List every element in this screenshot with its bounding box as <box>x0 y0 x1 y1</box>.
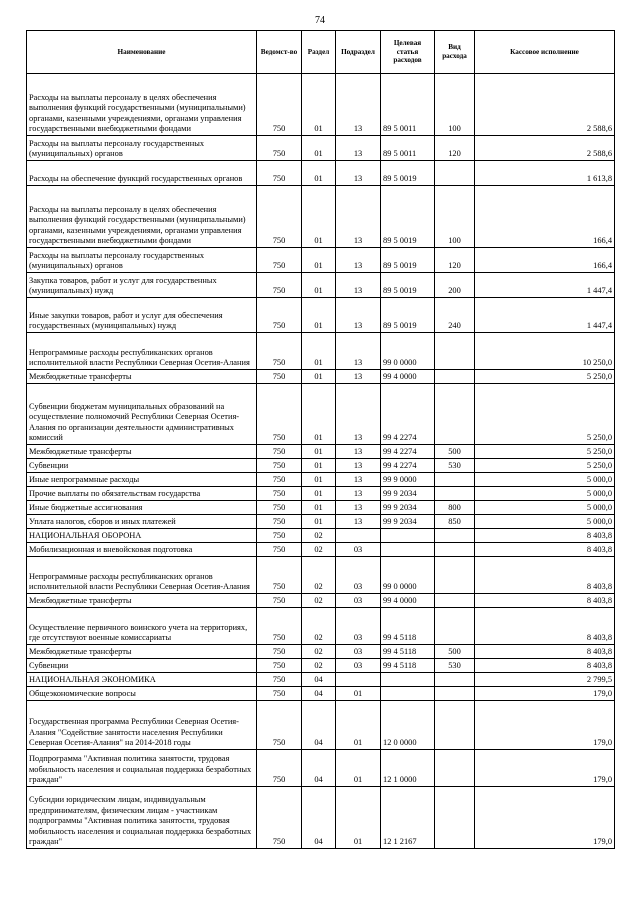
row-section: 01 <box>302 384 336 445</box>
table-row <box>27 298 615 333</box>
row-target: 99 4 0000 <box>381 594 435 608</box>
row-target: 12 0 0000 <box>381 701 435 750</box>
row-subsection <box>336 673 381 687</box>
row-section: 04 <box>302 750 336 787</box>
row-ministry: 750 <box>257 298 302 333</box>
table-row <box>27 608 615 645</box>
row-expense-type: 530 <box>435 659 475 673</box>
table-row <box>27 161 615 186</box>
row-expense-type <box>435 557 475 594</box>
row-target: 89 5 0019 <box>381 248 435 273</box>
row-expense-type: 800 <box>435 501 475 515</box>
row-expense-type <box>435 701 475 750</box>
row-amount: 179,0 <box>475 787 615 849</box>
row-target: 89 5 0019 <box>381 273 435 298</box>
row-subsection: 03 <box>336 594 381 608</box>
row-section: 04 <box>302 673 336 687</box>
row-subsection: 03 <box>336 543 381 557</box>
row-section: 01 <box>302 333 336 370</box>
table-row <box>27 186 615 248</box>
row-ministry: 750 <box>257 370 302 384</box>
row-section: 02 <box>302 645 336 659</box>
table-row <box>27 333 615 370</box>
row-amount: 5 000,0 <box>475 473 615 487</box>
row-name: Межбюджетные трансферты <box>27 370 257 384</box>
row-target: 99 4 5118 <box>381 645 435 659</box>
row-subsection: 01 <box>336 787 381 849</box>
row-expense-type <box>435 787 475 849</box>
row-name: Межбюджетные трансферты <box>27 445 257 459</box>
row-ministry: 750 <box>257 687 302 701</box>
row-ministry: 750 <box>257 515 302 529</box>
row-name: НАЦИОНАЛЬНАЯ ЭКОНОМИКА <box>27 673 257 687</box>
row-section: 02 <box>302 608 336 645</box>
row-amount: 8 403,8 <box>475 557 615 594</box>
row-subsection: 03 <box>336 608 381 645</box>
table-row <box>27 529 615 543</box>
row-subsection: 13 <box>336 248 381 273</box>
row-target: 89 5 0011 <box>381 136 435 161</box>
row-subsection: 13 <box>336 370 381 384</box>
row-amount: 8 403,8 <box>475 659 615 673</box>
row-target: 99 4 5118 <box>381 659 435 673</box>
row-section: 04 <box>302 787 336 849</box>
header-expense-type: Вид расхода <box>435 31 475 74</box>
table-row <box>27 594 615 608</box>
row-target: 99 9 2034 <box>381 487 435 501</box>
row-name: Субвенции <box>27 459 257 473</box>
row-amount: 179,0 <box>475 750 615 787</box>
row-target: 99 0 0000 <box>381 557 435 594</box>
row-section: 01 <box>302 74 336 136</box>
row-target <box>381 687 435 701</box>
header-name: Наименование <box>27 31 257 74</box>
row-name: Расходы на выплаты персоналу в целях обеспечения выполнения функций государственными (муниципальными) органами, казенными учреждениями, органами управления государственными внебюджетными фондами <box>27 74 257 136</box>
row-amount: 1 613,8 <box>475 161 615 186</box>
row-ministry: 750 <box>257 248 302 273</box>
row-amount: 1 447,4 <box>475 298 615 333</box>
header-ministry: Ведомст-во <box>257 31 302 74</box>
row-subsection: 01 <box>336 750 381 787</box>
row-ministry: 750 <box>257 543 302 557</box>
row-ministry: 750 <box>257 459 302 473</box>
row-amount: 5 250,0 <box>475 459 615 473</box>
row-target <box>381 543 435 557</box>
row-ministry: 750 <box>257 701 302 750</box>
row-ministry: 750 <box>257 501 302 515</box>
row-expense-type: 850 <box>435 515 475 529</box>
table-row <box>27 701 615 750</box>
row-amount: 179,0 <box>475 701 615 750</box>
row-expense-type: 240 <box>435 298 475 333</box>
row-expense-type: 200 <box>435 273 475 298</box>
table-row <box>27 473 615 487</box>
row-subsection <box>336 529 381 543</box>
table-row <box>27 687 615 701</box>
row-ministry: 750 <box>257 673 302 687</box>
row-amount: 5 250,0 <box>475 445 615 459</box>
row-subsection: 13 <box>336 384 381 445</box>
row-subsection: 13 <box>336 515 381 529</box>
row-amount: 8 403,8 <box>475 529 615 543</box>
row-name: Прочие выплаты по обязательствам государства <box>27 487 257 501</box>
row-name: Закупка товаров, работ и услуг для государственных (муниципальных) нужд <box>27 273 257 298</box>
row-section: 04 <box>302 701 336 750</box>
row-amount: 8 403,8 <box>475 543 615 557</box>
row-name: Осуществление первичного воинского учета на территориях, где отсутствуют военные комиссариаты <box>27 608 257 645</box>
row-name: Государственная программа Республики Северная Осетия-Алания "Содействие занятости населения Республики Северная Осетия-Алания" на 2014-2018 годы <box>27 701 257 750</box>
row-subsection: 13 <box>336 473 381 487</box>
row-target: 99 4 0000 <box>381 370 435 384</box>
row-subsection: 13 <box>336 487 381 501</box>
row-target: 99 4 2274 <box>381 445 435 459</box>
row-ministry: 750 <box>257 333 302 370</box>
row-ministry: 750 <box>257 136 302 161</box>
row-section: 01 <box>302 501 336 515</box>
row-section: 01 <box>302 248 336 273</box>
row-expense-type <box>435 370 475 384</box>
row-section: 01 <box>302 487 336 501</box>
row-target <box>381 529 435 543</box>
table-row <box>27 787 615 849</box>
table-row <box>27 501 615 515</box>
table-row <box>27 248 615 273</box>
row-expense-type <box>435 529 475 543</box>
header-target: Целевая статья расходов <box>381 31 435 74</box>
row-subsection: 13 <box>336 273 381 298</box>
row-target: 89 5 0019 <box>381 186 435 248</box>
row-section: 01 <box>302 370 336 384</box>
row-target: 89 5 0011 <box>381 74 435 136</box>
table-row <box>27 445 615 459</box>
row-name: Расходы на выплаты персоналу государственных (муниципальных) органов <box>27 136 257 161</box>
table-row <box>27 487 615 501</box>
row-amount: 1 447,4 <box>475 273 615 298</box>
row-section: 04 <box>302 687 336 701</box>
row-amount: 10 250,0 <box>475 333 615 370</box>
row-expense-type <box>435 594 475 608</box>
row-section: 01 <box>302 161 336 186</box>
row-ministry: 750 <box>257 645 302 659</box>
row-expense-type <box>435 161 475 186</box>
budget-table <box>26 30 615 849</box>
row-subsection: 01 <box>336 687 381 701</box>
row-ministry: 750 <box>257 608 302 645</box>
row-subsection: 13 <box>336 501 381 515</box>
row-name: Иные бюджетные ассигнования <box>27 501 257 515</box>
row-section: 02 <box>302 543 336 557</box>
row-amount: 179,0 <box>475 687 615 701</box>
row-amount: 5 000,0 <box>475 501 615 515</box>
row-section: 01 <box>302 273 336 298</box>
row-subsection: 13 <box>336 333 381 370</box>
table-row <box>27 459 615 473</box>
row-subsection: 13 <box>336 186 381 248</box>
table-row <box>27 273 615 298</box>
row-subsection: 03 <box>336 557 381 594</box>
row-expense-type <box>435 333 475 370</box>
row-subsection: 13 <box>336 459 381 473</box>
table-row <box>27 750 615 787</box>
row-ministry: 750 <box>257 445 302 459</box>
row-ministry: 750 <box>257 557 302 594</box>
row-name: НАЦИОНАЛЬНАЯ ОБОРОНА <box>27 529 257 543</box>
row-target: 89 5 0019 <box>381 161 435 186</box>
row-name: Субвенции бюджетам муниципальных образований на осуществление полномочий Республики Северная Осетия-Алания по организации деятельности административных комиссий <box>27 384 257 445</box>
row-expense-type <box>435 384 475 445</box>
row-section: 01 <box>302 186 336 248</box>
row-amount: 5 250,0 <box>475 370 615 384</box>
row-expense-type <box>435 673 475 687</box>
row-name: Расходы на выплаты персоналу государственных (муниципальных) органов <box>27 248 257 273</box>
row-expense-type: 120 <box>435 248 475 273</box>
table-row <box>27 543 615 557</box>
row-subsection: 13 <box>336 74 381 136</box>
row-name: Межбюджетные трансферты <box>27 645 257 659</box>
row-name: Межбюджетные трансферты <box>27 594 257 608</box>
row-target: 99 9 2034 <box>381 515 435 529</box>
row-expense-type <box>435 487 475 501</box>
row-subsection: 13 <box>336 445 381 459</box>
row-section: 01 <box>302 473 336 487</box>
row-subsection: 13 <box>336 298 381 333</box>
row-target: 99 4 2274 <box>381 384 435 445</box>
row-section: 01 <box>302 136 336 161</box>
row-target: 99 9 2034 <box>381 501 435 515</box>
row-name: Подпрограмма "Активная политика занятости, трудовая мобильность населения и социальная поддержка безработных граждан" <box>27 750 257 787</box>
row-target: 99 9 0000 <box>381 473 435 487</box>
row-target: 89 5 0019 <box>381 298 435 333</box>
row-expense-type <box>435 687 475 701</box>
row-section: 02 <box>302 659 336 673</box>
row-amount: 2 799,5 <box>475 673 615 687</box>
table-row <box>27 384 615 445</box>
row-section: 02 <box>302 594 336 608</box>
row-subsection: 13 <box>336 161 381 186</box>
row-name: Мобилизационная и вневойсковая подготовка <box>27 543 257 557</box>
row-amount: 5 250,0 <box>475 384 615 445</box>
row-expense-type: 100 <box>435 74 475 136</box>
row-expense-type: 530 <box>435 459 475 473</box>
row-ministry: 750 <box>257 529 302 543</box>
row-ministry: 750 <box>257 161 302 186</box>
row-subsection: 01 <box>336 701 381 750</box>
row-name: Общеэкономические вопросы <box>27 687 257 701</box>
row-amount: 5 000,0 <box>475 515 615 529</box>
row-ministry: 750 <box>257 659 302 673</box>
row-ministry: 750 <box>257 750 302 787</box>
row-ministry: 750 <box>257 473 302 487</box>
table-header-row <box>27 31 615 74</box>
row-ministry: 750 <box>257 186 302 248</box>
row-amount: 8 403,8 <box>475 645 615 659</box>
row-amount: 8 403,8 <box>475 608 615 645</box>
row-name: Непрограммные расходы республиканских органов исполнительной власти Республики Северная Осетия-Алания <box>27 333 257 370</box>
row-ministry: 750 <box>257 787 302 849</box>
row-ministry: 750 <box>257 384 302 445</box>
row-expense-type: 120 <box>435 136 475 161</box>
row-target: 99 4 2274 <box>381 459 435 473</box>
row-target: 99 4 5118 <box>381 608 435 645</box>
row-amount: 2 588,6 <box>475 136 615 161</box>
table-row <box>27 515 615 529</box>
row-section: 02 <box>302 557 336 594</box>
row-expense-type <box>435 608 475 645</box>
row-expense-type <box>435 473 475 487</box>
row-section: 01 <box>302 445 336 459</box>
row-ministry: 750 <box>257 487 302 501</box>
row-subsection: 03 <box>336 645 381 659</box>
row-section: 01 <box>302 515 336 529</box>
row-section: 02 <box>302 529 336 543</box>
row-amount: 2 588,6 <box>475 74 615 136</box>
row-subsection: 03 <box>336 659 381 673</box>
row-section: 01 <box>302 298 336 333</box>
row-ministry: 750 <box>257 273 302 298</box>
row-amount: 5 000,0 <box>475 487 615 501</box>
table-row <box>27 136 615 161</box>
header-subsection: Подраздел <box>336 31 381 74</box>
table-row <box>27 673 615 687</box>
row-target: 12 1 0000 <box>381 750 435 787</box>
row-ministry: 750 <box>257 74 302 136</box>
row-name: Расходы на выплаты персоналу в целях обеспечения выполнения функций государственными (муниципальными) органами, казенными учреждениями, органами управления государственными внебюджетными фондами <box>27 186 257 248</box>
row-name: Расходы на обеспечение функций государственных органов <box>27 161 257 186</box>
row-expense-type: 100 <box>435 186 475 248</box>
row-name: Непрограммные расходы республиканских органов исполнительной власти Республики Северная Осетия-Алания <box>27 557 257 594</box>
header-section: Раздел <box>302 31 336 74</box>
row-name: Субвенции <box>27 659 257 673</box>
row-expense-type: 500 <box>435 645 475 659</box>
table-row <box>27 74 615 136</box>
header-execution: Кассовое исполнение <box>475 31 615 74</box>
row-section: 01 <box>302 459 336 473</box>
row-target: 99 0 0000 <box>381 333 435 370</box>
row-name: Уплата налогов, сборов и иных платежей <box>27 515 257 529</box>
row-name: Иные закупки товаров, работ и услуг для обеспечения государственных (муниципальных) нужд <box>27 298 257 333</box>
row-amount: 166,4 <box>475 248 615 273</box>
row-expense-type: 500 <box>435 445 475 459</box>
row-target <box>381 673 435 687</box>
row-expense-type <box>435 750 475 787</box>
table-row <box>27 557 615 594</box>
table-row <box>27 370 615 384</box>
row-amount: 8 403,8 <box>475 594 615 608</box>
row-name: Субсидии юридическим лицам, индивидуальным предпринимателям, физическим лицам - участникам подпрограммы "Активная политика занятости, трудовая мобильность населения и социальная поддержка безработных граждан" <box>27 787 257 849</box>
row-expense-type <box>435 543 475 557</box>
row-subsection: 13 <box>336 136 381 161</box>
table-row <box>27 645 615 659</box>
row-name: Иные непрограммные расходы <box>27 473 257 487</box>
page-number: 74 <box>315 15 325 26</box>
row-amount: 166,4 <box>475 186 615 248</box>
row-ministry: 750 <box>257 594 302 608</box>
row-target: 12 1 2167 <box>381 787 435 849</box>
table-row <box>27 659 615 673</box>
